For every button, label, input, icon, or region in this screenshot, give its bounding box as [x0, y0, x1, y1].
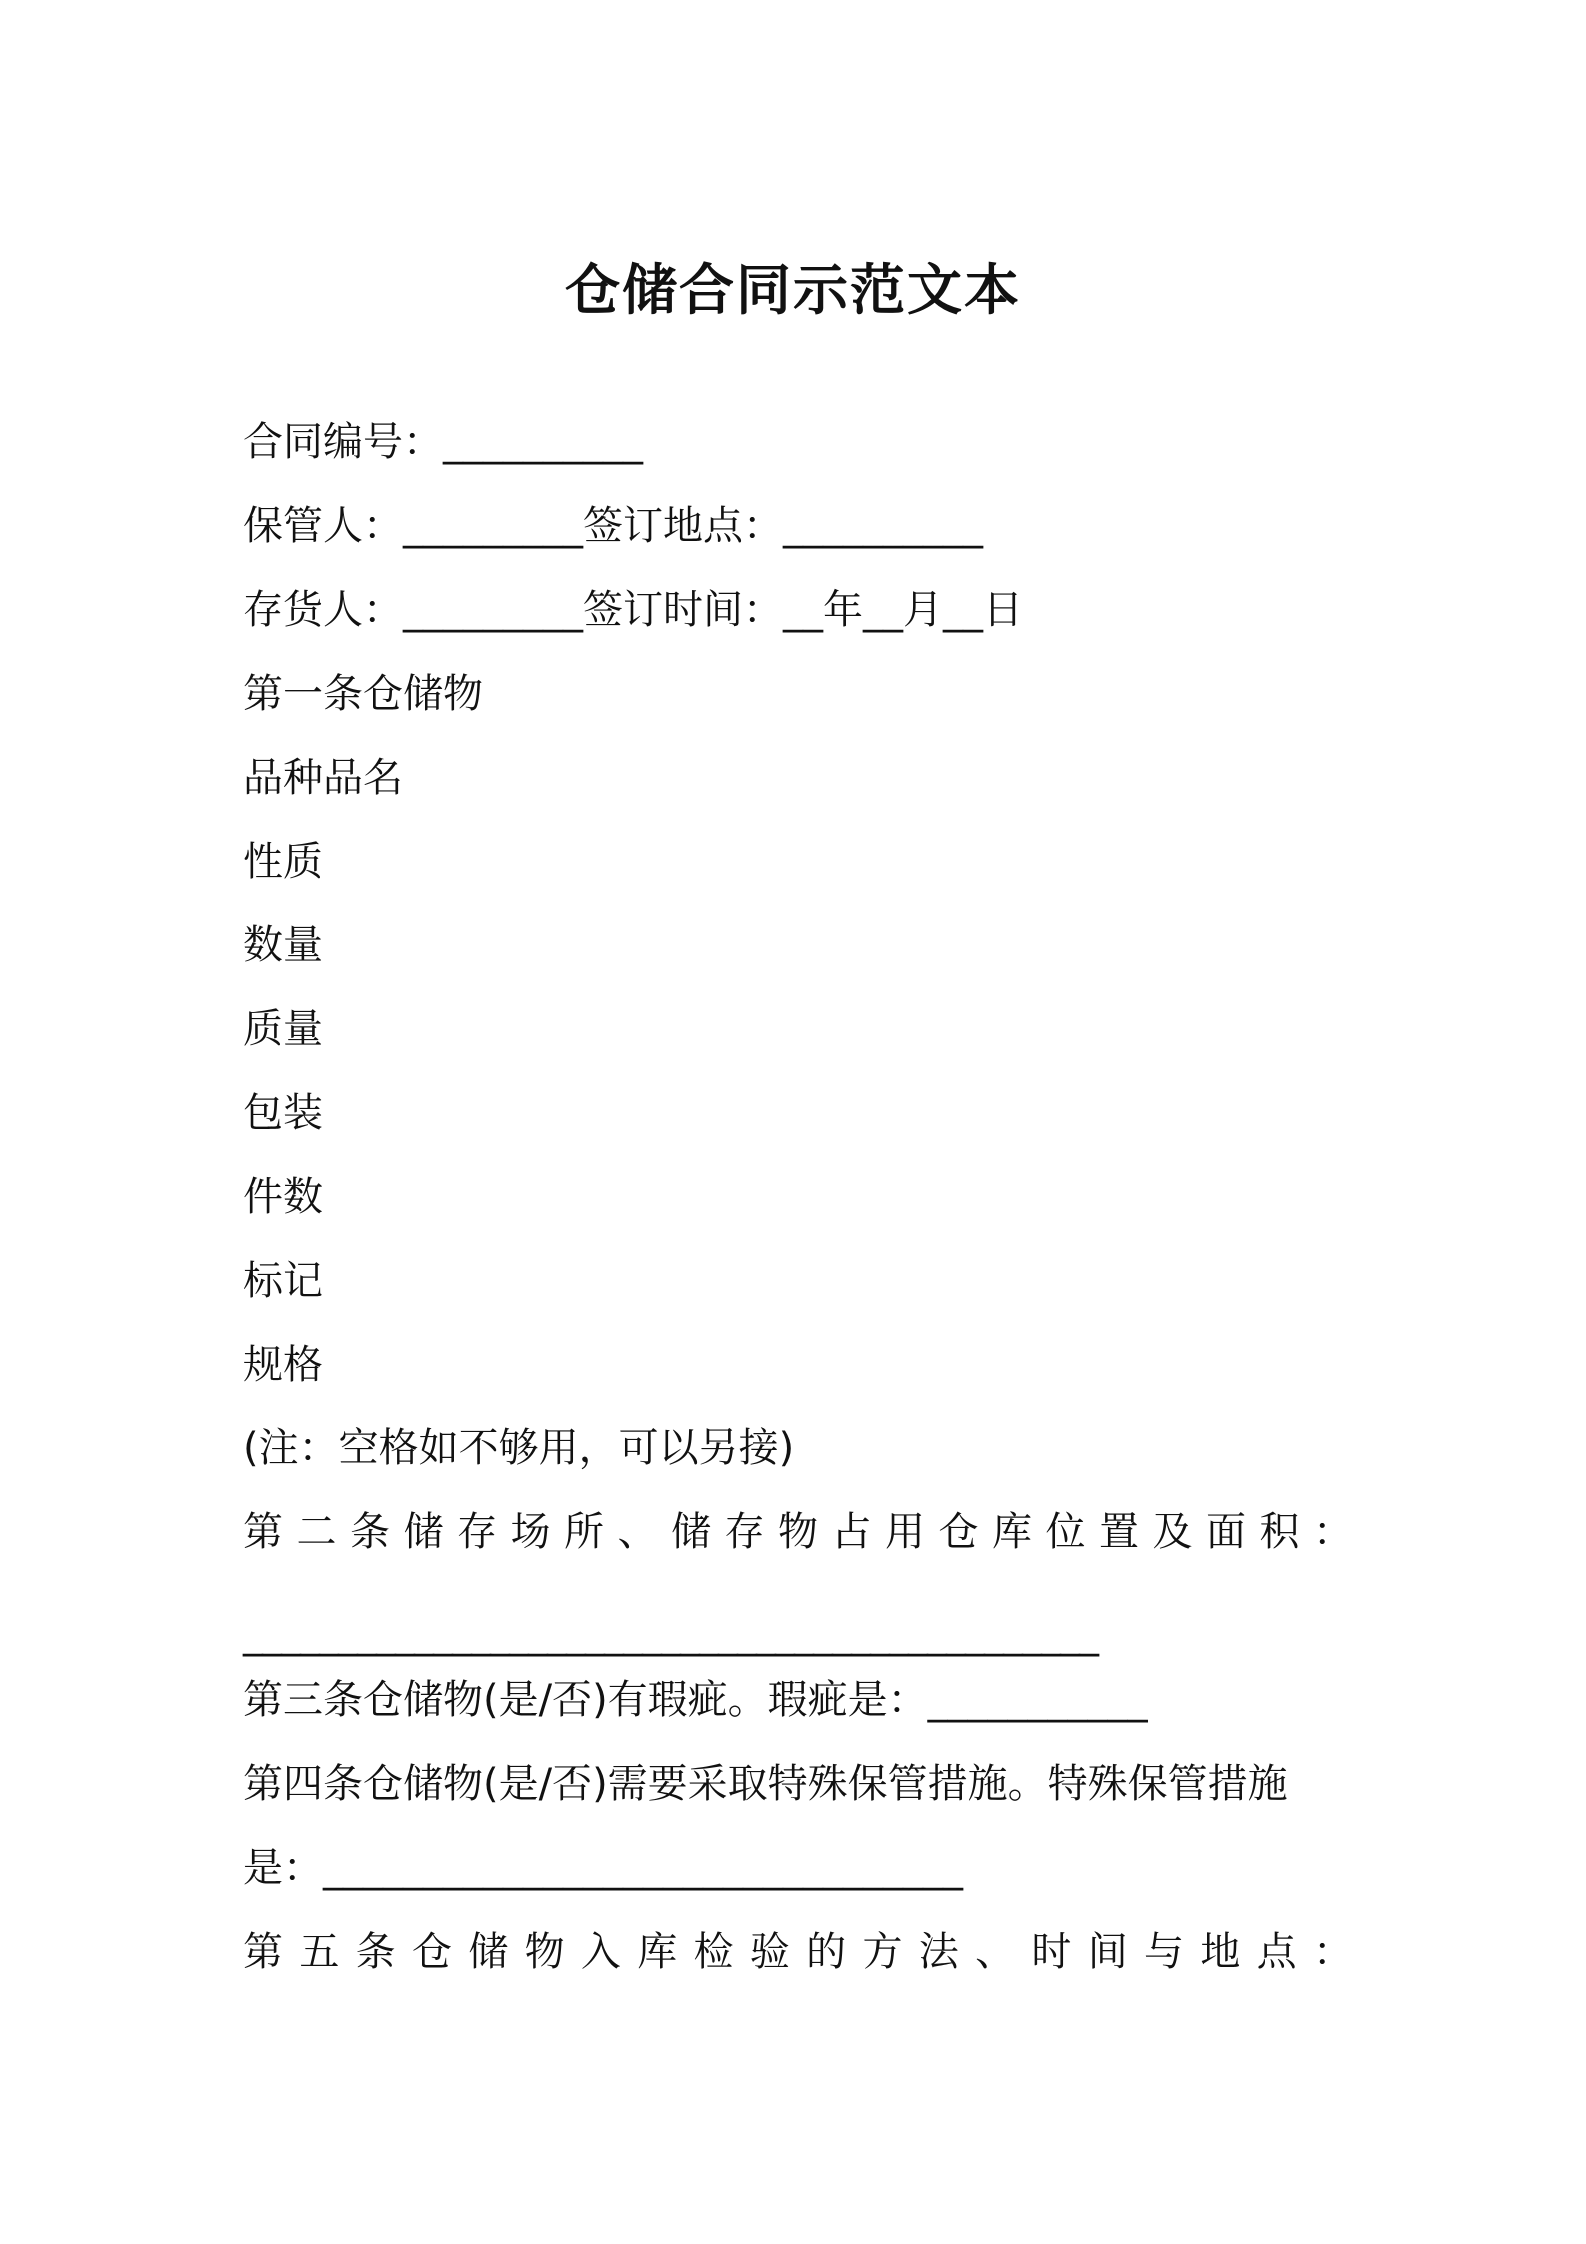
spread-char: 点 [1256, 1929, 1297, 1975]
spread-char: 法 [918, 1929, 959, 1975]
note-line: (注：空格如不够用，可以另接) [243, 1425, 795, 1471]
spread-char: 物 [778, 1509, 818, 1555]
spread-char: 积 [1259, 1509, 1300, 1555]
contract-number-line: 合同编号：__________ [243, 419, 643, 465]
article-2-blank-line: _____________________________________________ [243, 1611, 1098, 1657]
article-4-continued: 是：________________________________ [243, 1845, 963, 1891]
item-quality: 质量 [243, 1006, 323, 1052]
spread-char: 储 [403, 1509, 444, 1555]
spread-char: ： [1312, 1929, 1353, 1975]
spread-char: 库 [637, 1929, 678, 1975]
spread-char: 检 [693, 1929, 734, 1975]
spread-char: 置 [1099, 1509, 1139, 1555]
spread-char: 第 [243, 1929, 283, 1975]
spread-char: 仓 [411, 1929, 452, 1975]
spread-char: 占 [831, 1509, 872, 1555]
spread-char: 与 [1144, 1929, 1184, 1975]
spread-char: 验 [749, 1929, 790, 1975]
spread-char: 、 [975, 1929, 1016, 1975]
article-5-heading [243, 1922, 1353, 1982]
spread-char: 、 [617, 1509, 658, 1555]
item-packaging: 包装 [243, 1090, 323, 1136]
item-specification: 规格 [243, 1342, 323, 1388]
spread-char: 用 [885, 1509, 925, 1555]
spread-char: ： [1313, 1509, 1353, 1555]
spread-char: 存 [724, 1509, 765, 1555]
article-1-heading: 第一条仓储物 [243, 671, 483, 717]
spread-char: 地 [1200, 1929, 1241, 1975]
spread-char: 时 [1031, 1929, 1072, 1975]
custodian-line: 保管人：_________签订地点：__________ [243, 503, 983, 549]
spread-char: 及 [1152, 1509, 1193, 1555]
spread-char: 面 [1206, 1509, 1246, 1555]
spread-char: 库 [992, 1509, 1032, 1555]
spread-char: 物 [524, 1929, 565, 1975]
spread-char: 方 [862, 1929, 903, 1975]
item-variety-name: 品种品名 [243, 755, 403, 801]
item-pieces: 件数 [243, 1174, 323, 1220]
article-3-line: 第三条仓储物(是/否)有瑕疵。瑕疵是：___________ [243, 1677, 1148, 1723]
spread-char: 间 [1087, 1929, 1128, 1975]
document-title: 仓储合同示范文本 [564, 258, 1021, 322]
spread-char: 储 [671, 1509, 711, 1555]
spread-char: 条 [350, 1509, 390, 1555]
spread-char: 所 [564, 1509, 604, 1555]
spread-char: 二 [296, 1509, 337, 1555]
spread-char: 的 [806, 1929, 847, 1975]
spread-char: 存 [457, 1509, 497, 1555]
article-2-heading [243, 1502, 1353, 1562]
spread-char: 位 [1045, 1509, 1086, 1555]
spread-char: 五 [299, 1929, 340, 1975]
spread-char: 场 [510, 1509, 551, 1555]
article-4-line: 第四条仓储物(是/否)需要采取特殊保管措施。特殊保管措施 [243, 1761, 1288, 1807]
spread-char: 入 [580, 1929, 621, 1975]
spread-char: 第 [243, 1509, 283, 1555]
spread-char: 仓 [938, 1509, 979, 1555]
depositor-line: 存货人：_________签订时间：__年__月__日 [243, 587, 1023, 633]
spread-char: 储 [468, 1929, 509, 1975]
item-nature: 性质 [243, 839, 323, 885]
spread-char: 条 [355, 1929, 396, 1975]
item-marking: 标记 [243, 1258, 323, 1304]
item-quantity: 数量 [243, 922, 323, 968]
